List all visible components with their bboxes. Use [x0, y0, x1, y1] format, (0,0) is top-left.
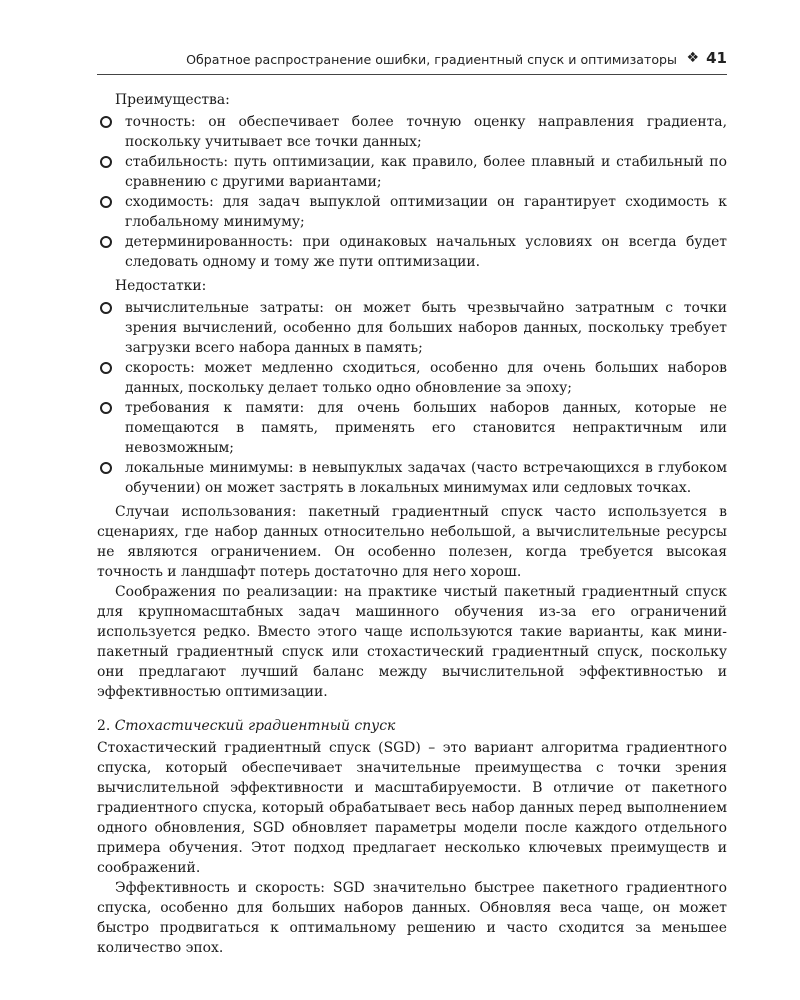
advantages-heading: Преимущества:	[115, 92, 230, 108]
ornament-icon: ❖	[686, 50, 699, 66]
bullet-icon	[100, 462, 112, 474]
bullet-icon	[100, 156, 112, 168]
sgd-intro-paragraph: Стохастический градиентный спуск (SGD) – это вариант алгоритма градиентного спуска, который обеспечивает значительные преимущества с точки зрения вычислительной эффективности и масштабируемости. В отличие от пакетного градиентного спуска, который обрабатывает весь набор данных перед выполнением одного обновления, SGD обновляет параметры модели после каждого отдельного примера обучения. Этот подход предлагает несколько ключевых преимуществ и соображений.	[97, 740, 727, 876]
bullet-icon	[100, 402, 112, 414]
list-item: требования к памяти: для очень больших наборов данных, которые не помещаются в память, применять его становится непрактичным или невозможным;	[97, 398, 727, 458]
disadvantages-heading: Недостатки:	[115, 278, 207, 294]
use-cases-paragraph: Случаи использования: пакетный градиентный спуск часто используется в сценариях, где набор данных относительно небольшой, а вычислительные ресурсы не являются ограничением. Он особенно полезен, когда требуется высокая точность и ландшафт потерь достаточно для него хорош.	[97, 504, 727, 580]
bullet-icon	[100, 116, 112, 128]
bullet-icon	[100, 236, 112, 248]
list-item: сходимость: для задач выпуклой оптимизации он гарантирует сходимость к глобальному минимуму;	[97, 192, 727, 232]
list-item: стабильность: путь оптимизации, как правило, более плавный и стабильный по сравнению с другими вариантами;	[97, 152, 727, 192]
bullet-icon	[100, 302, 112, 314]
list-item: локальные минимумы: в невыпуклых задачах (часто встречающихся в глубоком обучении) он может застрять в локальных минимумах или седловых точках.	[97, 458, 727, 498]
section-number: 2.	[97, 718, 111, 734]
bullet-icon	[100, 196, 112, 208]
implementation-paragraph: Соображения по реализации: на практике чистый пакетный градиентный спуск для крупномасштабных задач машинного обучения из-за его ограничений используется редко. Вместо этого чаще используются такие варианты, как мини-пакетный градиентный спуск или стохастический градиентный спуск, поскольку они предлагают лучший баланс между вычислительной эффективностью и эффективностью оптимизации.	[97, 584, 727, 700]
bullet-icon	[100, 362, 112, 374]
page-number: 41	[706, 49, 727, 67]
section-heading	[97, 716, 727, 736]
list-item: скорость: может медленно сходиться, особенно для очень больших наборов данных, поскольку делает только одно обновление за эпоху;	[97, 358, 727, 398]
disadvantages-list	[97, 298, 727, 498]
running-header	[97, 44, 727, 75]
header-title: Обратное распространение ошибки, градиентный спуск и оптимизаторы	[186, 52, 677, 67]
efficiency-paragraph: Эффективность и скорость: SGD значительно быстрее пакетного градиентного спуска, особенно для больших наборов данных. Обновляя веса чаще, он может быстро продвигаться к оптимальному решению и часто сходится за меньшее количество эпох.	[97, 880, 727, 956]
section-title: Стохастический градиентный спуск	[114, 718, 396, 734]
advantages-list	[97, 112, 727, 272]
list-item: детерминированность: при одинаковых начальных условиях он всегда будет следовать одному и тому же пути оптимизации.	[97, 232, 727, 272]
page-body	[97, 90, 727, 958]
list-item: вычислительные затраты: он может быть чрезвычайно затратным с точки зрения вычислений, особенно для больших наборов данных, поскольку требует загрузки всего набора данных в память;	[97, 298, 727, 358]
list-item: точность: он обеспечивает более точную оценку направления градиента, поскольку учитывает все точки данных;	[97, 112, 727, 152]
